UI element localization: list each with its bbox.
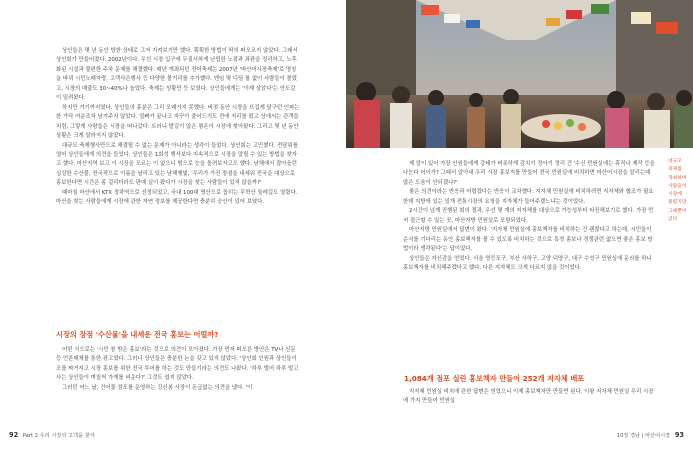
footer-right bbox=[617, 431, 687, 439]
paragraph: 어떤 식으로는 '시민 창 밖은 홍보'라는 것으로 의견이 모아졌다. 가장 먼저 떠오른 방안은 TV나 신문 등 언론매체를 통한 광고였다. 그러나 상인들은 충분한 논을 갖고 있지 않았다. '상인회 인원과 상인들이 조를 짜거지고 시장 홍보를 위한 전국 투어를 하는 것도 만들기라는 의견도 나왔다. '하루 벌어 하루 벌고 사는 상인들이 며칠씩 가게를 비운다?' 그것도 쉽지 않았다. bbox=[56, 347, 299, 382]
left-page bbox=[0, 0, 346, 457]
paragraph: 상인들은 자신감을 얻었다. 서울 영등포구, 부산 사하구, 고양 덕양구, 대구 수성구 민원실에 문의를 하니 홍보책자를 비치해주겠다고 했다. 다른 지자체도 크게 다르지 않을 것이었다. bbox=[403, 255, 652, 271]
paragraph: 하지만 거기까지였다. 상인들의 흥분은 그리 오래가지 못했다. 버젓 동안 시장을 뜨겁게 달구던 인파는 한 가닥 여운조차 남겨주지 않았다. 얼빠가 끝나고 자꾸이 줄어드기도 전에 지리를 떴고 상에서는 관객들처럼, 그렇게 사람들은 시장을 떠나갔다. 트러니 발길이 않은 평온이 시장에 찾아왔다. 그리고 몇 년 동안 상황은 크게 달라지지 않았다. bbox=[56, 104, 300, 140]
paragraph: 때마침 마산에서 KTX 정차역으로 선정되었고, 국내 100대 명산으로 꼽히는 무학산 둘레길도 열렸다. 마산을 찾는 사람들에게 시장에 관한 자연 정보를 제공한다면 충분히 승산이 있어 보였다. bbox=[56, 189, 298, 206]
footer-left bbox=[6, 431, 95, 439]
right-column-bottom bbox=[403, 388, 657, 407]
right-column-top bbox=[403, 160, 657, 273]
paragraph: 상인들은 몇 년 동안 방한 상태로 그저 지켜보기만 했다. 획획한 방법이 딱히 떠오르지 않았다. 그래서 상인회가 만들어졌다. 2002년이다. 우선 시장 입구에 무질서하게 난립한 노점과 좌판을 정리하고, 노후화된 시설과 불편한 주차 문제를 해결했다. 매년 개최되던 전어축제는 2007년 '바산어시장축제'로 명칭을 바뀌 시민노래자랑, 고객사은행사 등 다양한 볼거리를 추가했다. 엔임 몇 디딤 를 없이 사람들이 몰렸고, 시장의 매출도 30~40%나 늘었다. 축제는 성황만 듯 보였다. 상인들에게는 '이제 살았다'는 안도감이 밀려왔다. bbox=[56, 48, 298, 102]
paragraph: 좋은 의견이라는 반응과 어렵겠다는 반응이 교차했다. 지자체 민원실에 비치하려면 지자체와 협조가 필요한데 지방에 있는 일개 전통시장의 요청을 지자체가 들어주겠느냐는 것이었다. bbox=[403, 189, 654, 205]
paragraph: 제 알이 있어 가장 인원들에게 강태가 버릇하게 감치기 정아기 정리 건 '수신 민원실에는 휴직나 제작 등을 나눈다 어이가? 그래서 알아내 우리 시장 홍보지를 만들어 전국 민원실에 비치하면 마산어시장을 알리는데 많은 도움이 안되겠나?' bbox=[403, 161, 655, 186]
left-column-top bbox=[56, 47, 300, 208]
section-heading: 시장의 장점 '수산물'을 내세운 전국 홍보는 어떨까? bbox=[56, 330, 219, 339]
section-label: 10장 경남 | 마산어시장 bbox=[616, 433, 671, 439]
section-label: Part 2 우리 시장의 고객을 찾자 bbox=[22, 433, 95, 439]
paragraph: 마산지방 민원실에서 답변이 왔다. '지자체 민원실에 홍보책자를 비치하는 건 괜찮다고 하는데, 시민들이 순서를 기다리는 동안 홍보책자를 볼 수 있도록 비치하는 것으로 특정 홍보나 경쟁관련 없으면 좋은 홍보 방법이라 생각된다'는 답이었다. bbox=[403, 227, 653, 253]
paragraph: 대규모 축제행사만으로 해결될 수 없는 문제가 아니라는 생각이 들었다. 상인회는 고민했다. 전담위를 열어 상인들에게 의견을 들었다. 상인들은 1회성 행사보다 지속적으로 시장을 알릴 수 있는 방법을 찾자고 했다. 마산지역 보고 이 시장을 모르는 이 없으니 범으로 눈을 돌려보자고도 했다. 남해에서 잡아올린 싱싱한 수산물, 전국적으로 이름을 날리고 있는 남해햇빛, '우리가 가진 장점을 내세워 전국을 대상으로 홍보한다면 시간은 좀 걸리더라도 판매 실이 왔다가 시장을 찾는 사람들이 있지 않을까?' bbox=[56, 142, 298, 187]
section-heading: 1,084개 점포 실린 홍보책자 만들어 252개 지자체 배포 bbox=[404, 374, 585, 383]
paragraph: 지자체 민원실 비치에 관한 답변은 얻었으니 이제 홍보책자만 만들면 된다. 이왕 지자체 민원실 우리 시장에 가지 만들어 민원실 bbox=[403, 389, 654, 405]
photo-caption: 대규모 축제를 개최하며 사람들이 시장에 몰렸지만 그때뿐이었다 bbox=[668, 159, 687, 223]
paragraph: 2시간이 넘게 진행된 회의 결과, 우선 몇 개의 지자체를 대상으로 가능성부터 타진해보기로 했다. 가장 먼저 접근할 수 있는 곳, 마산지방 민원실로 포함되었다. bbox=[403, 208, 654, 224]
page-number: 93 bbox=[674, 431, 684, 439]
page-number: 92 bbox=[9, 431, 19, 439]
left-column-bottom bbox=[56, 346, 300, 393]
paragraph: 그러던 어느 날, 건어물 점포를 운영하는 강신봉 사장이 돈급없는 의견을 냈다. '이 bbox=[62, 384, 253, 391]
